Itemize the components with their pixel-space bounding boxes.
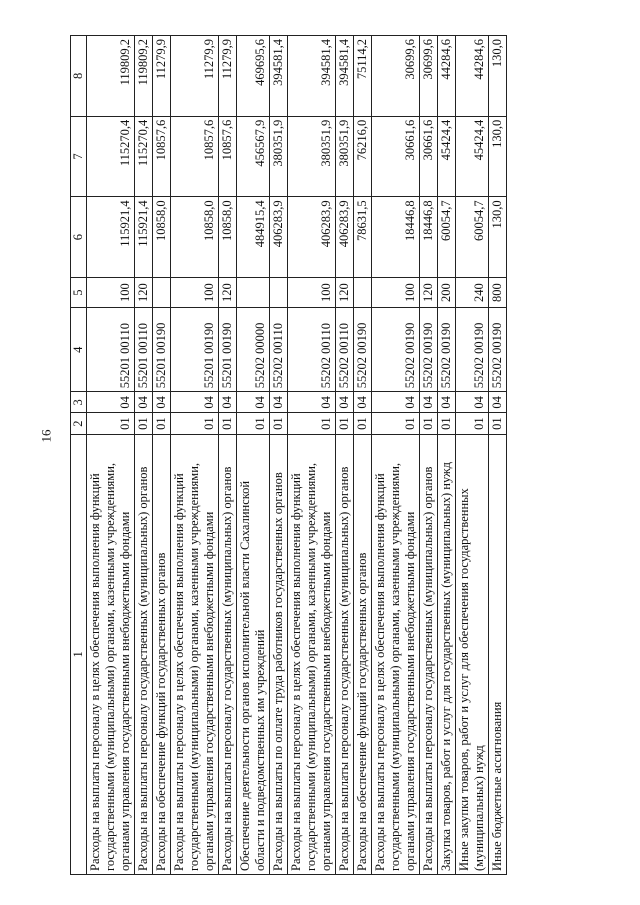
row-amount-col7: 10857,6	[219, 116, 237, 197]
row-expense-type: 120	[135, 277, 153, 307]
table-row	[237, 36, 270, 875]
row-target-article: 55202 00110	[336, 308, 354, 392]
row-subsection: 04	[456, 392, 489, 413]
row-amount-col8: 75114,2	[354, 36, 372, 117]
row-amount-col6: 78631,5	[354, 197, 372, 278]
row-amount-col7: 115270,4	[135, 116, 153, 197]
row-amount-col6: 130,0	[489, 197, 507, 278]
row-target-article: 55202 00190	[420, 308, 438, 392]
row-amount-col8: 11279,9	[219, 36, 237, 117]
table-row	[456, 36, 489, 875]
row-section: 01	[354, 413, 372, 434]
row-target-article: 55202 00110	[288, 308, 336, 392]
row-expense-type: 100	[372, 277, 420, 307]
row-section: 01	[270, 413, 288, 434]
page-number: 16	[38, 429, 54, 443]
row-amount-col8: 30699,6	[420, 36, 438, 117]
row-target-article: 55202 00110	[270, 308, 288, 392]
column-header-1: 1	[71, 434, 87, 874]
row-name: Расходы на выплаты персоналу в целях обеспечения выполнения функций государственными (муниципальными) органами, казенными учреждениями, органами управления государственными внебюджетными фондами	[372, 434, 420, 874]
row-amount-col7: 380351,9	[336, 116, 354, 197]
row-section: 01	[336, 413, 354, 434]
row-target-article: 55201 00190	[153, 308, 171, 392]
row-amount-col8: 119809,2	[87, 36, 135, 117]
row-section: 01	[489, 413, 507, 434]
row-amount-col8: 11279,9	[153, 36, 171, 117]
row-expense-type: 200	[438, 277, 456, 307]
row-name: Расходы на выплаты персоналу в целях обеспечения выполнения функций государственными (муниципальными) органами, казенными учреждениями, органами управления государственными внебюджетными фондами	[288, 434, 336, 874]
row-amount-col6: 10858,0	[153, 197, 171, 278]
row-amount-col6: 406283,9	[270, 197, 288, 278]
row-subsection: 04	[489, 392, 507, 413]
row-target-article: 55201 00110	[87, 308, 135, 392]
row-amount-col6: 60054,7	[438, 197, 456, 278]
table-row	[354, 36, 372, 875]
row-target-article: 55202 00190	[489, 308, 507, 392]
row-subsection: 04	[420, 392, 438, 413]
row-name: Расходы на обеспечение функций государственных органов	[153, 434, 171, 874]
column-header-8: 8	[71, 36, 87, 117]
row-amount-col7: 30661,6	[420, 116, 438, 197]
table-row	[489, 36, 507, 875]
row-amount-col8: 394581,4	[288, 36, 336, 117]
table-row	[288, 36, 336, 875]
table-row	[219, 36, 237, 875]
row-target-article: 55202 00190	[456, 308, 489, 392]
column-header-5: 5	[71, 277, 87, 307]
row-amount-col7: 115270,4	[87, 116, 135, 197]
row-amount-col6: 484915,4	[237, 197, 270, 278]
row-section: 01	[288, 413, 336, 434]
row-subsection: 04	[336, 392, 354, 413]
row-expense-type	[270, 277, 288, 307]
row-target-article: 55202 00000	[237, 308, 270, 392]
row-subsection: 04	[372, 392, 420, 413]
row-subsection: 04	[438, 392, 456, 413]
row-expense-type: 120	[336, 277, 354, 307]
row-amount-col6: 60054,7	[456, 197, 489, 278]
row-amount-col8: 394581,4	[270, 36, 288, 117]
column-header-7: 7	[71, 116, 87, 197]
row-target-article: 55201 00190	[219, 308, 237, 392]
row-name: Расходы на обеспечение функций государственных органов	[354, 434, 372, 874]
row-subsection: 04	[171, 392, 219, 413]
row-section: 01	[153, 413, 171, 434]
column-number-row	[71, 36, 87, 875]
column-header-6: 6	[71, 197, 87, 278]
row-expense-type: 240	[456, 277, 489, 307]
row-subsection: 04	[288, 392, 336, 413]
row-amount-col7: 30661,6	[372, 116, 420, 197]
row-target-article: 55202 00190	[438, 308, 456, 392]
column-header-2: 2	[71, 413, 87, 434]
row-name: Расходы на выплаты персоналу государственных (муниципальных) органов	[219, 434, 237, 874]
row-amount-col7: 45424,4	[438, 116, 456, 197]
row-amount-col8: 130,0	[489, 36, 507, 117]
table-row	[420, 36, 438, 875]
row-amount-col6: 10858,0	[219, 197, 237, 278]
row-amount-col8: 44284,6	[438, 36, 456, 117]
row-expense-type: 100	[87, 277, 135, 307]
row-amount-col8: 394581,4	[336, 36, 354, 117]
row-section: 01	[135, 413, 153, 434]
row-name: Иные бюджетные ассигнования	[489, 434, 507, 874]
row-target-article: 55202 00190	[372, 308, 420, 392]
row-amount-col7: 45424,4	[456, 116, 489, 197]
row-amount-col6: 18446,8	[420, 197, 438, 278]
row-amount-col7: 380351,9	[288, 116, 336, 197]
row-amount-col6: 10858,0	[171, 197, 219, 278]
table-row	[336, 36, 354, 875]
table-row	[135, 36, 153, 875]
row-amount-col8: 469695,6	[237, 36, 270, 117]
row-amount-col8: 11279,9	[171, 36, 219, 117]
row-section: 01	[420, 413, 438, 434]
row-subsection: 04	[153, 392, 171, 413]
row-name: Закупка товаров, работ и услуг для государственных (муниципальных) нужд	[438, 434, 456, 874]
row-amount-col6: 406283,9	[336, 197, 354, 278]
row-target-article: 55202 00190	[354, 308, 372, 392]
row-amount-col7: 76216,0	[354, 116, 372, 197]
row-name: Расходы на выплаты персоналу государственных (муниципальных) органов	[336, 434, 354, 874]
row-name: Расходы на выплаты персоналу в целях обеспечения выполнения функций государственными (муниципальными) органами, казенными учреждениями, органами управления государственными внебюджетными фондами	[87, 434, 135, 874]
table-row	[171, 36, 219, 875]
row-subsection: 04	[270, 392, 288, 413]
row-target-article: 55201 00190	[171, 308, 219, 392]
row-expense-type: 800	[489, 277, 507, 307]
row-name: Расходы на выплаты персоналу в целях обеспечения выполнения функций государственными (муниципальными) органами, казенными учреждениями, органами управления государственными внебюджетными фондами	[171, 434, 219, 874]
row-subsection: 04	[237, 392, 270, 413]
column-header-3: 3	[71, 392, 87, 413]
column-header-4: 4	[71, 308, 87, 392]
table-row	[372, 36, 420, 875]
row-section: 01	[456, 413, 489, 434]
row-section: 01	[219, 413, 237, 434]
row-name: Обеспечение деятельности органов исполнительной власти Сахалинской области и подведомственных им учреждений	[237, 434, 270, 874]
row-amount-col8: 44284,6	[456, 36, 489, 117]
row-subsection: 04	[87, 392, 135, 413]
row-target-article: 55201 00110	[135, 308, 153, 392]
row-amount-col8: 30699,6	[372, 36, 420, 117]
row-amount-col6: 115921,4	[87, 197, 135, 278]
row-expense-type	[237, 277, 270, 307]
row-amount-col6: 115921,4	[135, 197, 153, 278]
table-row	[87, 36, 135, 875]
row-subsection: 04	[354, 392, 372, 413]
row-expense-type: 100	[288, 277, 336, 307]
table-row	[153, 36, 171, 875]
row-section: 01	[438, 413, 456, 434]
table-body	[87, 36, 507, 875]
table-row	[438, 36, 456, 875]
row-section: 01	[372, 413, 420, 434]
budget-sheet	[70, 35, 620, 875]
row-expense-type	[153, 277, 171, 307]
row-subsection: 04	[219, 392, 237, 413]
row-section: 01	[237, 413, 270, 434]
row-expense-type: 120	[219, 277, 237, 307]
row-section: 01	[171, 413, 219, 434]
row-amount-col6: 406283,9	[288, 197, 336, 278]
row-section: 01	[87, 413, 135, 434]
row-amount-col7: 380351,9	[270, 116, 288, 197]
row-amount-col7: 456567,9	[237, 116, 270, 197]
row-name: Расходы на выплаты персоналу государственных (муниципальных) органов	[135, 434, 153, 874]
budget-table	[70, 35, 507, 875]
row-amount-col6: 18446,8	[372, 197, 420, 278]
row-amount-col7: 10857,6	[171, 116, 219, 197]
row-subsection: 04	[135, 392, 153, 413]
row-amount-col7: 10857,6	[153, 116, 171, 197]
row-name: Расходы на выплаты по оплате труда работников государственных органов	[270, 434, 288, 874]
table-row	[270, 36, 288, 875]
row-name: Расходы на выплаты персоналу государственных (муниципальных) органов	[420, 434, 438, 874]
row-name: Иные закупки товаров, работ и услуг для обеспечения государственных (муниципальных) нужд	[456, 434, 489, 874]
row-expense-type: 100	[171, 277, 219, 307]
row-expense-type	[354, 277, 372, 307]
row-amount-col8: 119809,2	[135, 36, 153, 117]
row-amount-col7: 130,0	[489, 116, 507, 197]
row-expense-type: 120	[420, 277, 438, 307]
